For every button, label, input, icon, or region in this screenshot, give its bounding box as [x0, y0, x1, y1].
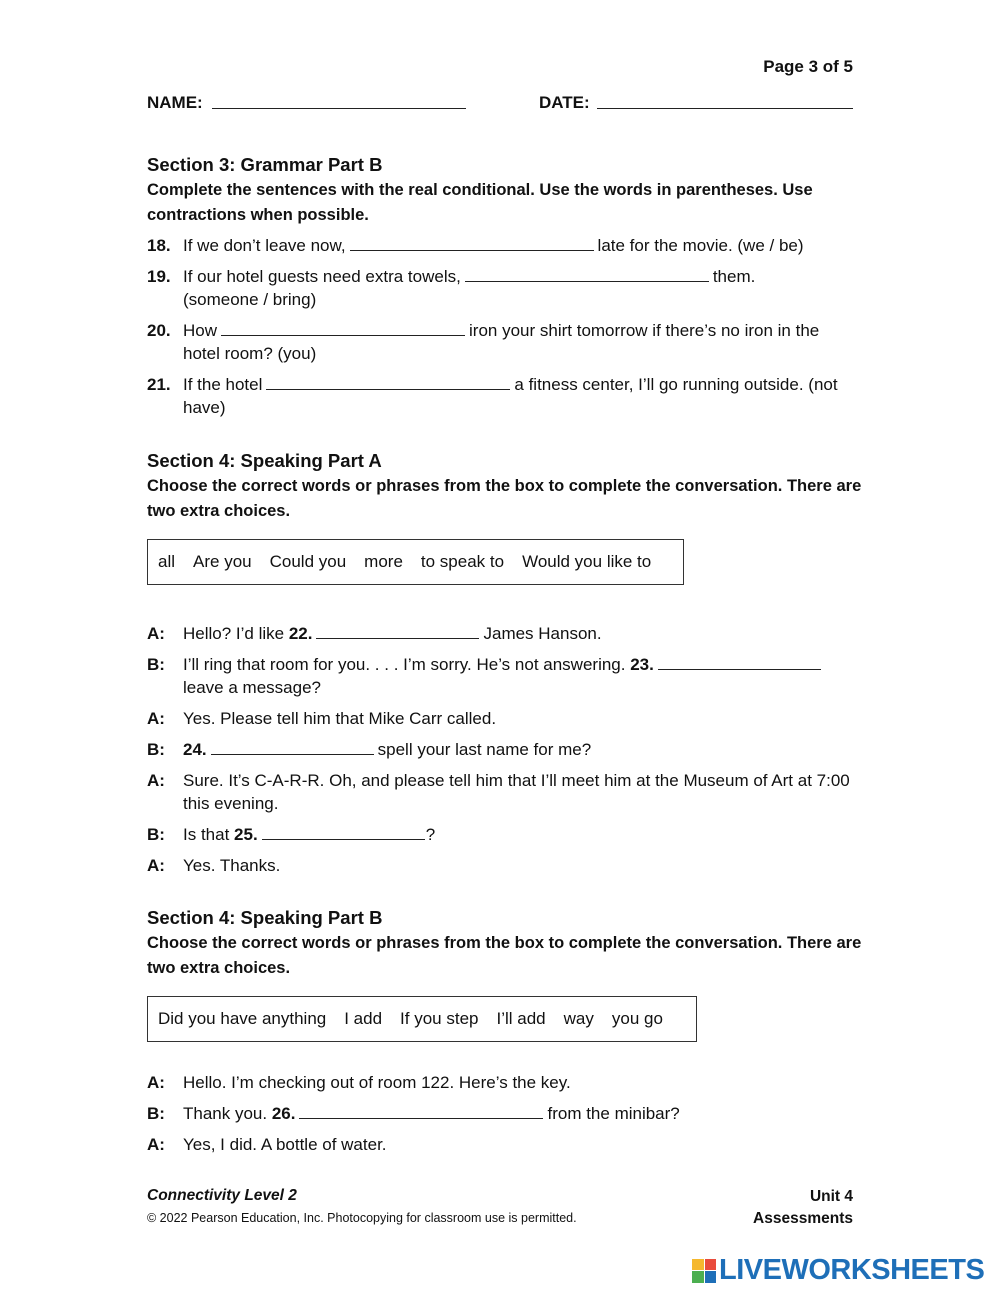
word-choice: Could you	[269, 552, 347, 571]
dialogue-line: B: Is that 25. ?	[147, 825, 436, 844]
question-number: 22.	[288, 624, 313, 643]
answer-blank-19[interactable]	[465, 266, 709, 282]
question-number: 21.	[147, 375, 171, 394]
name-field[interactable]	[212, 108, 466, 109]
speaker-label: A:	[147, 771, 165, 790]
liveworksheets-icon	[692, 1259, 716, 1283]
speaker-label: A:	[147, 1135, 165, 1154]
section4a-instructions: Choose the correct words or phrases from the box to complete the conversation. There are two extra choices.	[147, 477, 862, 520]
question-number: 18.	[147, 236, 171, 255]
answer-blank-20[interactable]	[221, 320, 465, 336]
section3-instructions: Complete the sentences with the real conditional. Use the words in parentheses. Use contractions when possible.	[147, 181, 813, 224]
liveworksheets-logo[interactable]	[692, 1254, 984, 1287]
question-20: 20. How iron your shirt tomorrow if there’s no iron in the hotel room? (you)	[147, 321, 820, 363]
word-choice: Would you like to	[522, 552, 652, 571]
section4a-title: Section 4: Speaking Part A	[147, 450, 382, 471]
dialogue-line: B: I’ll ring that room for you. . . . I’m sorry. He’s not answering. 23.leave a message?	[147, 653, 857, 699]
answer-blank-18[interactable]	[350, 235, 594, 251]
dialogue-line: A: Yes. Please tell him that Mike Carr called.	[147, 709, 497, 728]
question-number: 19.	[147, 267, 171, 286]
answer-blank-24[interactable]	[211, 739, 374, 755]
speaker-label: A:	[147, 1073, 165, 1092]
dialogue-line: A: Hello. I’m checking out of room 122. Here’s the key.	[147, 1073, 571, 1092]
name-label: NAME:	[147, 93, 203, 112]
date-field[interactable]	[597, 108, 853, 109]
answer-blank-22[interactable]	[316, 623, 479, 639]
speaker-label: A:	[147, 709, 165, 728]
word-choice: I’ll add	[496, 1009, 546, 1028]
answer-blank-21[interactable]	[266, 374, 510, 390]
question-21: 21. If the hotel a fitness center, I’ll go running outside. (not have)	[147, 375, 838, 417]
word-choice: you go	[611, 1009, 663, 1028]
answer-blank-26[interactable]	[299, 1103, 543, 1119]
question-number: 23.	[630, 655, 654, 674]
dialogue-line: B: Thank you. 26. from the minibar?	[147, 1104, 680, 1123]
word-choice: I add	[344, 1009, 383, 1028]
question-18: 18. If we don’t leave now, late for the movie. (we / be)	[147, 236, 804, 255]
word-choice: all	[158, 552, 176, 571]
word-choice: Are you	[193, 552, 252, 571]
question-number: 24.	[183, 740, 207, 759]
dialogue-line: A: Sure. It’s C-A-R-R. Oh, and please tell him that I’ll meet him at the Museum of Art at 7:00 this evening.	[147, 771, 850, 813]
word-box-b	[147, 996, 697, 1042]
section3-title: Section 3: Grammar Part B	[147, 154, 383, 175]
dialogue-line: A: Yes. Thanks.	[147, 856, 281, 875]
footer-book-title: Connectivity Level 2	[147, 1187, 297, 1204]
dialogue-line: A: Yes, I did. A bottle of water.	[147, 1135, 387, 1154]
date-label: DATE:	[539, 93, 590, 112]
footer-copyright: © 2022 Pearson Education, Inc. Photocopying for classroom use is permitted.	[147, 1211, 577, 1225]
speaker-label: A:	[147, 624, 165, 643]
section4b-instructions: Choose the correct words or phrases from the box to complete the conversation. There are two extra choices.	[147, 934, 862, 977]
question-number: 20.	[147, 321, 171, 340]
speaker-label: B:	[147, 740, 165, 759]
speaker-label: B:	[147, 655, 165, 674]
dialogue-line: B: 24. spell your last name for me?	[147, 740, 592, 759]
question-number: 26.	[271, 1104, 296, 1123]
section4b-title: Section 4: Speaking Part B	[147, 907, 383, 928]
speaker-label: A:	[147, 856, 165, 875]
answer-blank-23[interactable]	[658, 654, 821, 670]
answer-blank-25[interactable]	[262, 824, 425, 840]
word-choice: to speak to	[420, 552, 505, 571]
question-number: 25.	[234, 825, 258, 844]
word-choice: way	[563, 1009, 594, 1028]
dialogue-line: A: Hello? I’d like 22. James Hanson.	[147, 624, 602, 643]
question-19: 19. If our hotel guests need extra towels, them. (someone / bring)	[147, 267, 756, 309]
footer-unit: Unit 4 Assessments	[753, 1188, 853, 1227]
word-box-a	[147, 539, 684, 585]
word-choice: more	[364, 552, 403, 571]
page-number: Page 3 of 5	[763, 57, 853, 76]
word-choice: Did you have anything	[158, 1009, 327, 1028]
speaker-label: B:	[147, 825, 165, 844]
liveworksheets-text: LIVEWORKSHEETS	[719, 1254, 985, 1286]
word-choice: If you step	[400, 1009, 479, 1028]
speaker-label: B:	[147, 1104, 165, 1123]
